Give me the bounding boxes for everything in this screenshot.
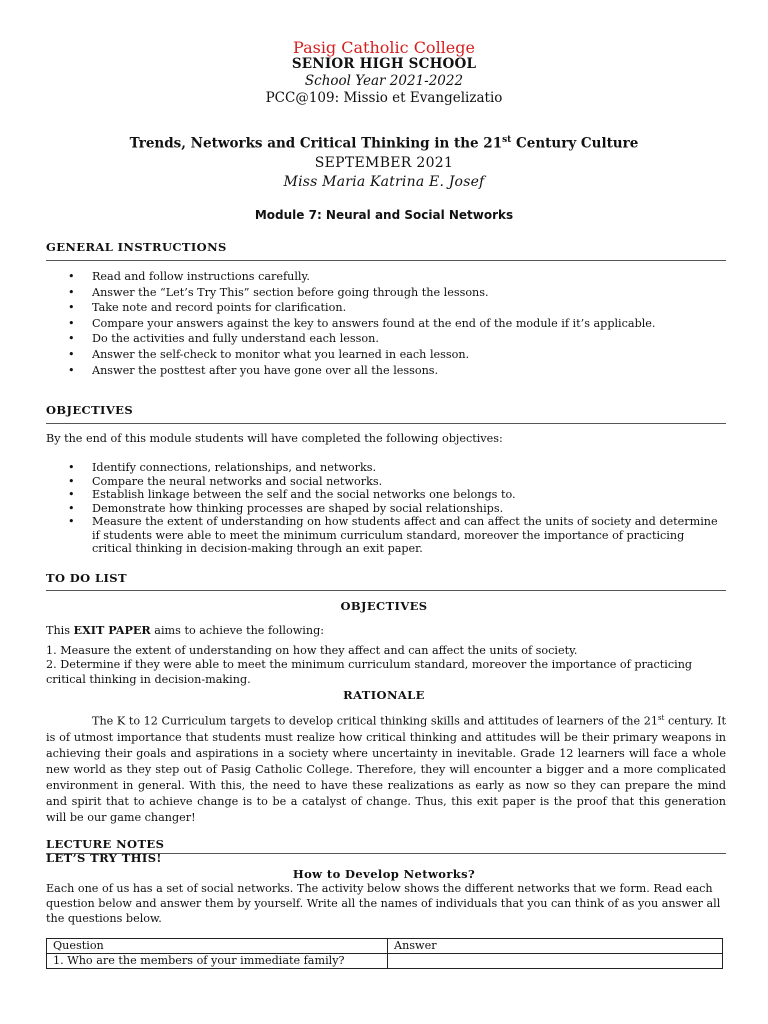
exit-paper-intro-end: aims to achieve the following: xyxy=(150,624,325,637)
objective-item-text: Identify connections, relationships, and networks. xyxy=(92,461,377,474)
objective-item xyxy=(46,502,726,516)
bullet-icon: • xyxy=(68,474,75,488)
lecture-notes-heading: LECTURE NOTES xyxy=(46,837,165,851)
exit-paper-intro-start: This xyxy=(46,624,74,637)
instruction-item-text: Do the activities and fully understand each lesson. xyxy=(92,332,379,346)
objective-item-text: Establish linkage between the self and the social networks one belongs to. xyxy=(92,488,516,501)
bullet-icon: • xyxy=(68,515,75,528)
bullet-icon: • xyxy=(68,332,75,346)
exit-paper-label: EXIT PAPER xyxy=(73,623,151,637)
course-title xyxy=(0,135,768,152)
objectives-list xyxy=(46,461,726,556)
course-title-end: Century Culture xyxy=(511,135,639,152)
objective-item-text: Measure the extent of understanding on how students affect and can affect the units of society and determine if students were able to meet the minimum curriculum standard, moreover the importance of practicing critical thinking in decision-making through an exit paper. xyxy=(92,515,718,555)
school-name: Pasig Catholic College xyxy=(293,38,475,57)
rationale-text-start: The K to 12 Curriculum targets to develop critical thinking skills and attitudes of learners of the 21 xyxy=(92,714,658,728)
table-row xyxy=(47,954,723,969)
instruction-item xyxy=(46,331,726,347)
course-title-superscript: st xyxy=(502,135,512,145)
table-cell-question: 1. Who are the members of your immediate family? xyxy=(47,954,388,969)
rationale-title: RATIONALE xyxy=(343,688,425,702)
instruction-item-text: Take note and record points for clarification. xyxy=(92,301,347,315)
instruction-item xyxy=(46,269,726,285)
instruction-item-text: Compare your answers against the key to answers found at the end of the module if it’s applicable. xyxy=(92,316,656,330)
table-cell-answer[interactable] xyxy=(388,954,723,969)
table-header-row xyxy=(47,939,723,954)
general-instructions-heading: GENERAL INSTRUCTIONS xyxy=(46,240,227,254)
table-header-question: Question xyxy=(47,939,388,954)
teacher-name: Miss Maria Katrina E. Josef xyxy=(283,174,485,190)
objectives-intro: By the end of this module students will have completed the following objectives: xyxy=(46,432,503,445)
objective-item-text: Demonstrate how thinking processes are shaped by social relationships. xyxy=(92,501,504,515)
bullet-icon: • xyxy=(68,501,75,515)
todo-heading: TO DO LIST xyxy=(46,571,127,585)
activity-title: How to Develop Networks? xyxy=(292,867,476,881)
section-divider xyxy=(46,260,726,261)
instruction-item xyxy=(46,347,726,363)
section-divider xyxy=(46,590,726,591)
exit-paper-point-2: 2. Determine if they were able to meet the minimum curriculum standard, moreover the importance of practicing critical thinking in decision-making. xyxy=(46,658,693,686)
instruction-item xyxy=(46,300,726,316)
section-divider xyxy=(46,423,726,424)
objective-item xyxy=(46,488,726,502)
instruction-item xyxy=(46,363,726,379)
exit-paper-intro xyxy=(46,623,726,639)
objective-item xyxy=(46,475,726,489)
bullet-icon: • xyxy=(68,316,75,330)
exit-paper-objectives-title: OBJECTIVES xyxy=(340,599,428,613)
bullet-icon: • xyxy=(68,347,75,361)
instruction-item-text: Answer the posttest after you have gone over all the lessons. xyxy=(92,363,439,377)
lets-try-this-heading: LET’S TRY THIS! xyxy=(46,853,162,863)
instruction-item-text: Answer the “Let’s Try This” section before going through the lessons. xyxy=(92,285,489,299)
bullet-icon: • xyxy=(68,270,75,283)
objective-item-text: Compare the neural networks and social networks. xyxy=(92,474,383,488)
bullet-icon: • xyxy=(68,363,75,377)
bullet-icon: • xyxy=(68,461,75,474)
objective-item xyxy=(46,515,726,556)
activity-instructions: Each one of us has a set of social networks. The activity below shows the different networks that we form. Read each question below and answer them by yourself. Write all the names of individuals that you can think of as you answer all the questions below. xyxy=(46,882,721,925)
instruction-item xyxy=(46,285,726,301)
bullet-icon: • xyxy=(68,488,75,501)
module-title: Module 7: Neural and Social Networks xyxy=(254,208,514,222)
bullet-icon: • xyxy=(68,301,75,315)
course-title-main: Trends, Networks and Critical Thinking in the 21 xyxy=(129,135,503,152)
instruction-item-text: Read and follow instructions carefully. xyxy=(92,270,310,283)
objectives-heading: OBJECTIVES xyxy=(46,403,134,417)
instruction-item-text: Answer the self-check to monitor what you learned in each lesson. xyxy=(92,347,470,361)
exit-paper-point-1: 1. Measure the extent of understanding on how they affect and can affect the units of society. xyxy=(46,644,578,657)
department-name: SENIOR HIGH SCHOOL xyxy=(291,56,477,72)
instruction-item xyxy=(46,316,726,332)
rationale-paragraph xyxy=(46,710,726,826)
general-instructions-list xyxy=(46,269,726,378)
table-header-answer: Answer xyxy=(388,939,723,954)
course-code: PCC@109: Missio et Evangelizatio xyxy=(265,90,503,106)
month-label: SEPTEMBER 2021 xyxy=(314,155,454,171)
networks-table xyxy=(46,938,723,969)
rationale-superscript: st xyxy=(657,714,665,722)
bullet-icon: • xyxy=(68,285,75,299)
objective-item xyxy=(46,461,726,475)
school-year: School Year 2021-2022 xyxy=(304,73,464,89)
rationale-text-end: century. It is of utmost importance that students must realize how critical thinking and attitudes will be their primary weapons in achieving their goals and aspirations in a society where uncertainty in inevitable. Grade 12 learners will face a whole new world as they step out of Pasig Catholic College. Therefore, they will encounter a bigger and a more complicated environment in general. With this, the need to have these realizations as early as now so they can prepare the mind and spirit that to achieve change is to be a catalyst of change. Thus, this exit paper is the proof that this generation will be our game changer! xyxy=(46,714,727,824)
